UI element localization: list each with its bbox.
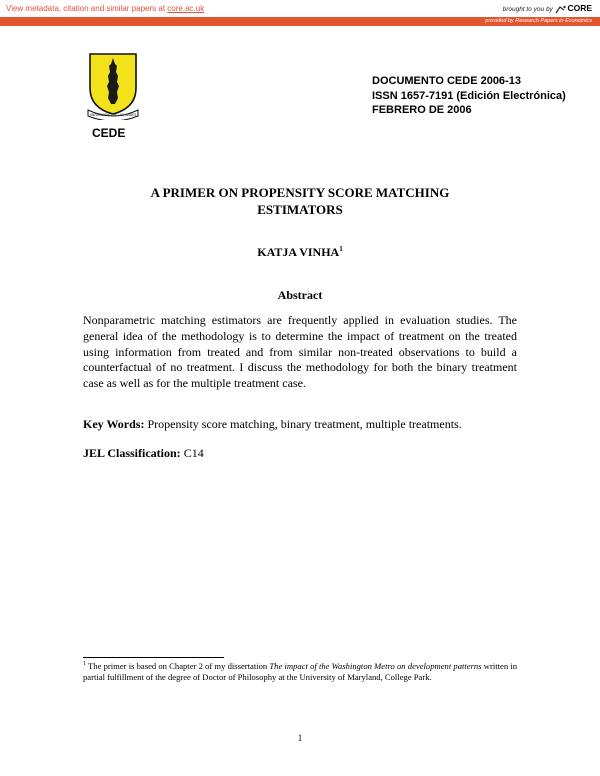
- jel-value: C14: [180, 446, 204, 460]
- cede-seal-logo: [84, 50, 142, 120]
- core-banner: [0, 0, 600, 17]
- keywords: [83, 417, 523, 432]
- author: [0, 245, 600, 260]
- document-info: [372, 74, 566, 118]
- document-number: DOCUMENTO CEDE 2006-13: [372, 75, 521, 87]
- paper-title: [0, 184, 600, 218]
- abstract-text: Nonparametric matching estimators are frequently applied in evaluation studies. The general idea of the methodology is to determine the impact of treatment on the treated using information from treated and from similar non-treated observations to build a counterfactual of no treatment. I discuss the methodology for both the binary treatment case as well as for the multiple treatment case.: [83, 313, 517, 391]
- footnote-text-before: The primer is based on Chapter 2 of my dissertation: [86, 660, 270, 671]
- footnote-dissertation-title: The impact of the Washington Metro on development patterns: [269, 660, 482, 671]
- jel-label: JEL Classification:: [83, 446, 181, 460]
- abstract-heading: Abstract: [277, 288, 323, 302]
- jel-classification: [83, 446, 204, 461]
- title-line-1: A PRIMER ON PROPENSITY SCORE MATCHING: [150, 185, 450, 200]
- document-issn: ISSN 1657-7191 (Edición Electrónica): [372, 89, 566, 102]
- footnote-text-after: written in partial fulfillment of the degree of Doctor of Philosophy at the University of Maryland, College Park.: [83, 660, 517, 683]
- core-logo-icon: [555, 5, 566, 14]
- author-footnote-marker[interactable]: 1: [339, 245, 343, 253]
- document-date: FEBRERO DE 2006: [372, 104, 472, 116]
- seal-motto: UNIVERSIDAD DE LOS ANDES: [89, 113, 137, 117]
- footnote-divider: [83, 657, 224, 658]
- keywords-value: Propensity score matching, binary treatment, multiple treatments.: [144, 417, 462, 431]
- core-link[interactable]: core.ac.uk: [167, 4, 205, 13]
- cede-caption: CEDE: [92, 126, 126, 140]
- author-name: KATJA VINHA: [257, 245, 340, 259]
- brought-by[interactable]: brought to you by CORE: [502, 3, 592, 13]
- provided-by-text[interactable]: provided by Research Papers in Economics: [485, 18, 592, 24]
- page-number: 1: [297, 733, 303, 743]
- provider-bar: [0, 17, 600, 26]
- keywords-label: Key Words:: [83, 417, 145, 431]
- footnote-marker: 1: [83, 661, 86, 667]
- core-label: CORE: [567, 3, 592, 13]
- metadata-link-text[interactable]: View metadata, citation and similar papers at core.ac.uk: [6, 4, 205, 13]
- footnote: [83, 659, 517, 684]
- title-line-2: ESTIMATORS: [257, 202, 343, 217]
